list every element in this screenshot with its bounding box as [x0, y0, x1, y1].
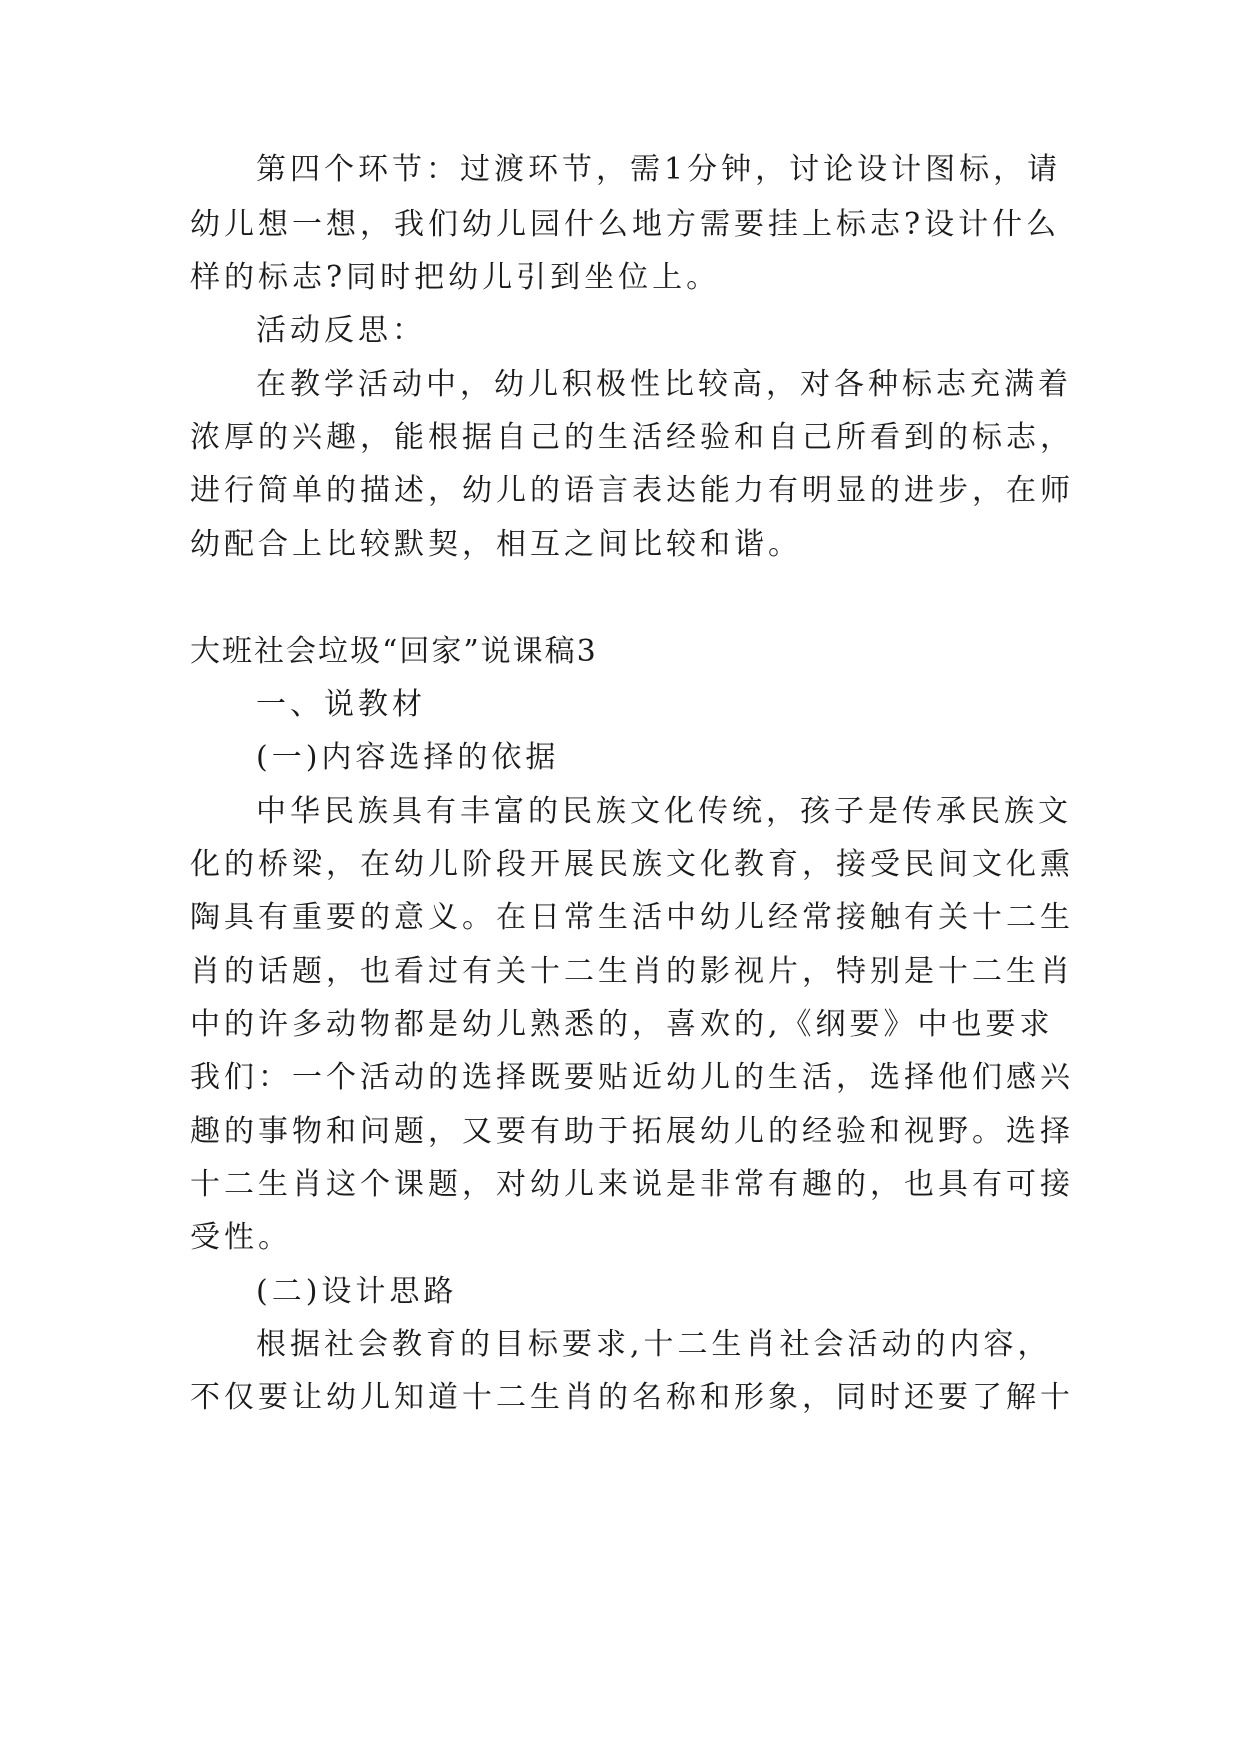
paragraph-line: 幼儿想一想，我们幼儿园什么地方需要挂上标志?设计什么	[190, 207, 1061, 242]
paragraph-line: 十二生肖这个课题，对幼儿来说是非常有趣的，也具有可接	[190, 1167, 1074, 1202]
paragraph-line: 不仅要让幼儿知道十二生肖的名称和形象，同时还要了解十	[190, 1380, 1074, 1415]
paragraph-line: 根据社会教育的目标要求,十二生肖社会活动的内容，	[256, 1327, 1052, 1362]
paragraph-line: 化的桥梁，在幼儿阶段开展民族文化教育，接受民间文化熏	[190, 847, 1074, 882]
paragraph-line: 进行简单的描述，幼儿的语言表达能力有明显的进步，在师	[190, 473, 1074, 508]
paragraph-line: 在教学活动中，幼儿积极性比较高，对各种标志充满着	[256, 367, 1072, 402]
subsection-heading: (二)设计思路	[256, 1274, 458, 1309]
paragraph-line: 幼配合上比较默契，相互之间比较和谐。	[190, 527, 802, 562]
section-label: 活动反思：	[256, 313, 426, 348]
paragraph-line: 受性。	[190, 1220, 292, 1255]
paragraph-line: 中的许多动物都是幼儿熟悉的，喜欢的,《纲要》中也要求	[190, 1007, 1054, 1042]
paragraph-line: 我们：一个活动的选择既要贴近幼儿的生活，选择他们感兴	[190, 1060, 1074, 1095]
paragraph-line: 陶具有重要的意义。在日常生活中幼儿经常接触有关十二生	[190, 900, 1074, 935]
paragraph-line: 第四个环节：过渡环节，需1分钟，讨论设计图标，请	[256, 152, 1062, 187]
paragraph-line: 浓厚的兴趣，能根据自己的生活经验和自己所看到的标志，	[190, 420, 1074, 455]
section-heading: 一、说教材	[256, 687, 426, 722]
subsection-heading: (一)内容选择的依据	[256, 740, 560, 775]
paragraph-line: 趣的事物和问题，又要有助于拓展幼儿的经验和视野。选择	[190, 1114, 1074, 1149]
paragraph-line: 肖的话题，也看过有关十二生肖的影视片，特别是十二生肖	[190, 954, 1074, 989]
paragraph-line: 中华民族具有丰富的民族文化传统，孩子是传承民族文	[256, 794, 1072, 829]
paragraph-line: 样的标志?同时把幼儿引到坐位上。	[190, 260, 721, 295]
document-heading: 大班社会垃圾“回家”说课稿3	[190, 634, 598, 669]
